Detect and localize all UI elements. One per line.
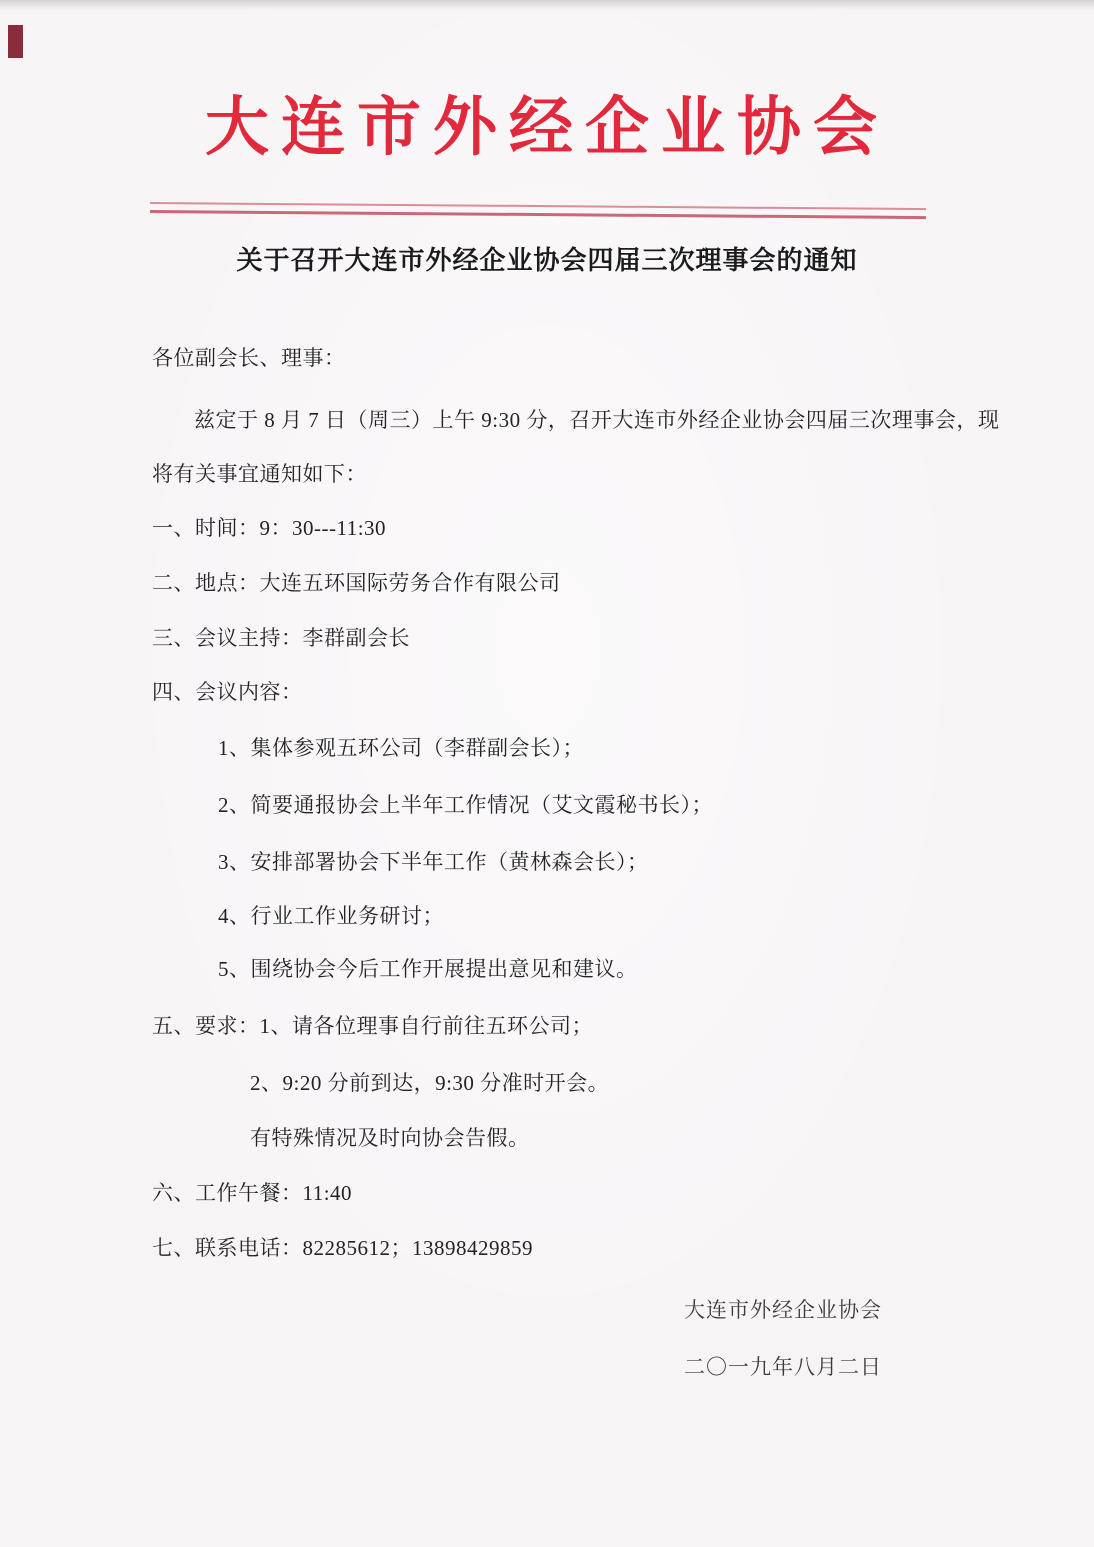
agenda-item-1: 1、集体参观五环公司（李群副会长）； bbox=[218, 736, 584, 760]
signature-date: 二〇一九年八月二日 bbox=[684, 1355, 882, 1379]
organization-letterhead-title: 大连市外经企业协会 bbox=[205, 92, 889, 163]
scan-artifact-mark bbox=[8, 25, 23, 58]
item-host: 三、会议主持：李群副会长 bbox=[152, 626, 410, 650]
signature-organization: 大连市外经企业协会 bbox=[684, 1298, 882, 1322]
intro-line-2: 将有关事宜通知如下： bbox=[152, 462, 367, 486]
item-location: 二、地点：大连五环国际劳务合作有限公司 bbox=[152, 571, 561, 595]
requirement-item-2: 2、9:20 分前到达，9:30 分准时开会。 bbox=[250, 1071, 610, 1095]
item-time: 一、时间：9：30---11:30 bbox=[152, 516, 387, 540]
item-contact-phone: 七、联系电话：82285612；13898429859 bbox=[152, 1236, 533, 1260]
item-agenda-heading: 四、会议内容： bbox=[152, 680, 303, 704]
agenda-item-5: 5、围绕协会今后工作开展提出意见和建议。 bbox=[218, 957, 638, 981]
salutation: 各位副会长、理事： bbox=[152, 346, 346, 370]
document-title: 关于召开大连市外经企业协会四届三次理事会的通知 bbox=[236, 246, 858, 275]
intro-line-1: 兹定于 8 月 7 日（周三）上午 9:30 分，召开大连市外经企业协会四届三次理事会，现 bbox=[194, 408, 1000, 432]
item-requirements: 五、要求：1、请各位理事自行前往五环公司； bbox=[152, 1014, 593, 1038]
agenda-item-3: 3、安排部署协会下半年工作（黄林森会长）； bbox=[218, 850, 649, 874]
agenda-item-2: 2、简要通报协会上半年工作情况（艾文霞秘书长）； bbox=[218, 793, 713, 817]
agenda-item-4: 4、行业工作业务研讨； bbox=[218, 904, 444, 928]
letterhead-divider bbox=[150, 202, 926, 219]
item-lunch: 六、工作午餐：11:40 bbox=[152, 1181, 353, 1205]
requirement-note: 有特殊情况及时向协会告假。 bbox=[250, 1126, 530, 1150]
